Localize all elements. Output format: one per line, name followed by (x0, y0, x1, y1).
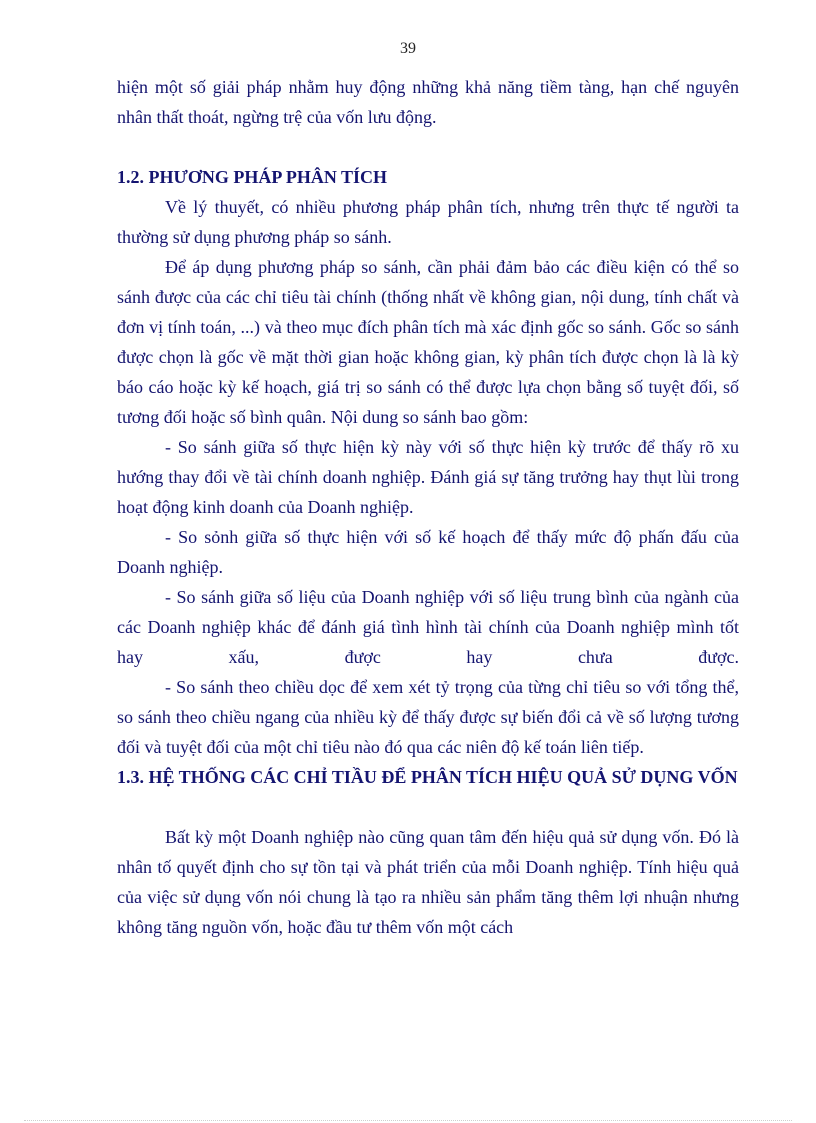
comparison-bullet-3: - So sánh giữa số liệu của Doanh nghiệp với số liệu trung bình của ngành của các Doanh nghiệp khác để đánh giá tình hình tài chính của Doanh nghiệp mình tốt hay xấu, được hay chưa được. (117, 587, 739, 667)
comparison-bullet-4: - So sánh theo chiều dọc để xem xét tỷ trọng của từng chỉ tiêu so với tổng thể, so sánh theo chiều ngang của nhiều kỳ để thấy được sự biến đổi cả về số lượng tương đối và tuyệt đối của một chỉ tiêu nào đó qua các niên độ kế toán liên tiếp. (117, 677, 739, 757)
intro-paragraph: hiện một số giải pháp nhằm huy động những khả năng tiềm tàng, hạn chế nguyên nhân thất thoát, ngừng trệ của vốn lưu động. (117, 77, 739, 127)
comparison-bullet-2: - So sỏnh giữa số thực hiện với số kế hoạch để thấy mức độ phấn đấu của Doanh nghiệp. (117, 527, 739, 577)
section-1-3-heading: 1.3. HỆ THỐNG CÁC CHỈ TIẦU ĐỂ PHÂN TÍCH HIỆU QUẢ SỬ DỤNG VỐN (117, 767, 738, 787)
page-bottom-divider (24, 1120, 792, 1121)
page-number: 39 (400, 40, 416, 57)
document-body (117, 72, 739, 942)
section-1-2-heading: 1.2. PHƯƠNG PHÁP PHÂN TÍCH (117, 167, 387, 187)
section-1-2-paragraph-2: Để áp dụng phương pháp so sánh, cần phải đảm bảo các điều kiện có thể so sánh được của các chỉ tiêu tài chính (thống nhất về không gian, nội dung, tính chất và đơn vị tính toán, ...) và theo mục đích phân tích mà xác định gốc so sánh. Gốc so sánh được chọn là gốc về mặt thời gian hoặc không gian, kỳ phân tích được chọn là là kỳ báo cáo hoặc kỳ kế hoạch, giá trị so sánh có thể được lựa chọn bằng số tuyệt đối, số tương đối hoặc số bình quân. Nội dung so sánh bao gồm: (117, 257, 739, 427)
comparison-bullet-1: - So sánh giữa số thực hiện kỳ này với số thực hiện kỳ trước để thấy rõ xu hướng thay đổi về tài chính doanh nghiệp. Đánh giá sự tăng trưởng hay thụt lùi trong hoạt động kinh doanh của Doanh nghiệp. (117, 437, 739, 517)
section-1-2-paragraph-1: Về lý thuyết, có nhiều phương pháp phân tích, nhưng trên thực tế người ta thường sử dụng phương pháp so sánh. (117, 197, 739, 247)
section-1-3-paragraph: Bất kỳ một Doanh nghiệp nào cũng quan tâm đến hiệu quả sử dụng vốn. Đó là nhân tố quyết định cho sự tồn tại và phát triển của mỗi Doanh nghiệp. Tính hiệu quả của việc sử dụng vốn nói chung là tạo ra nhiều sản phẩm tăng thêm lợi nhuận nhưng không tăng nguồn vốn, hoặc đầu tư thêm vốn một cách (117, 827, 739, 937)
